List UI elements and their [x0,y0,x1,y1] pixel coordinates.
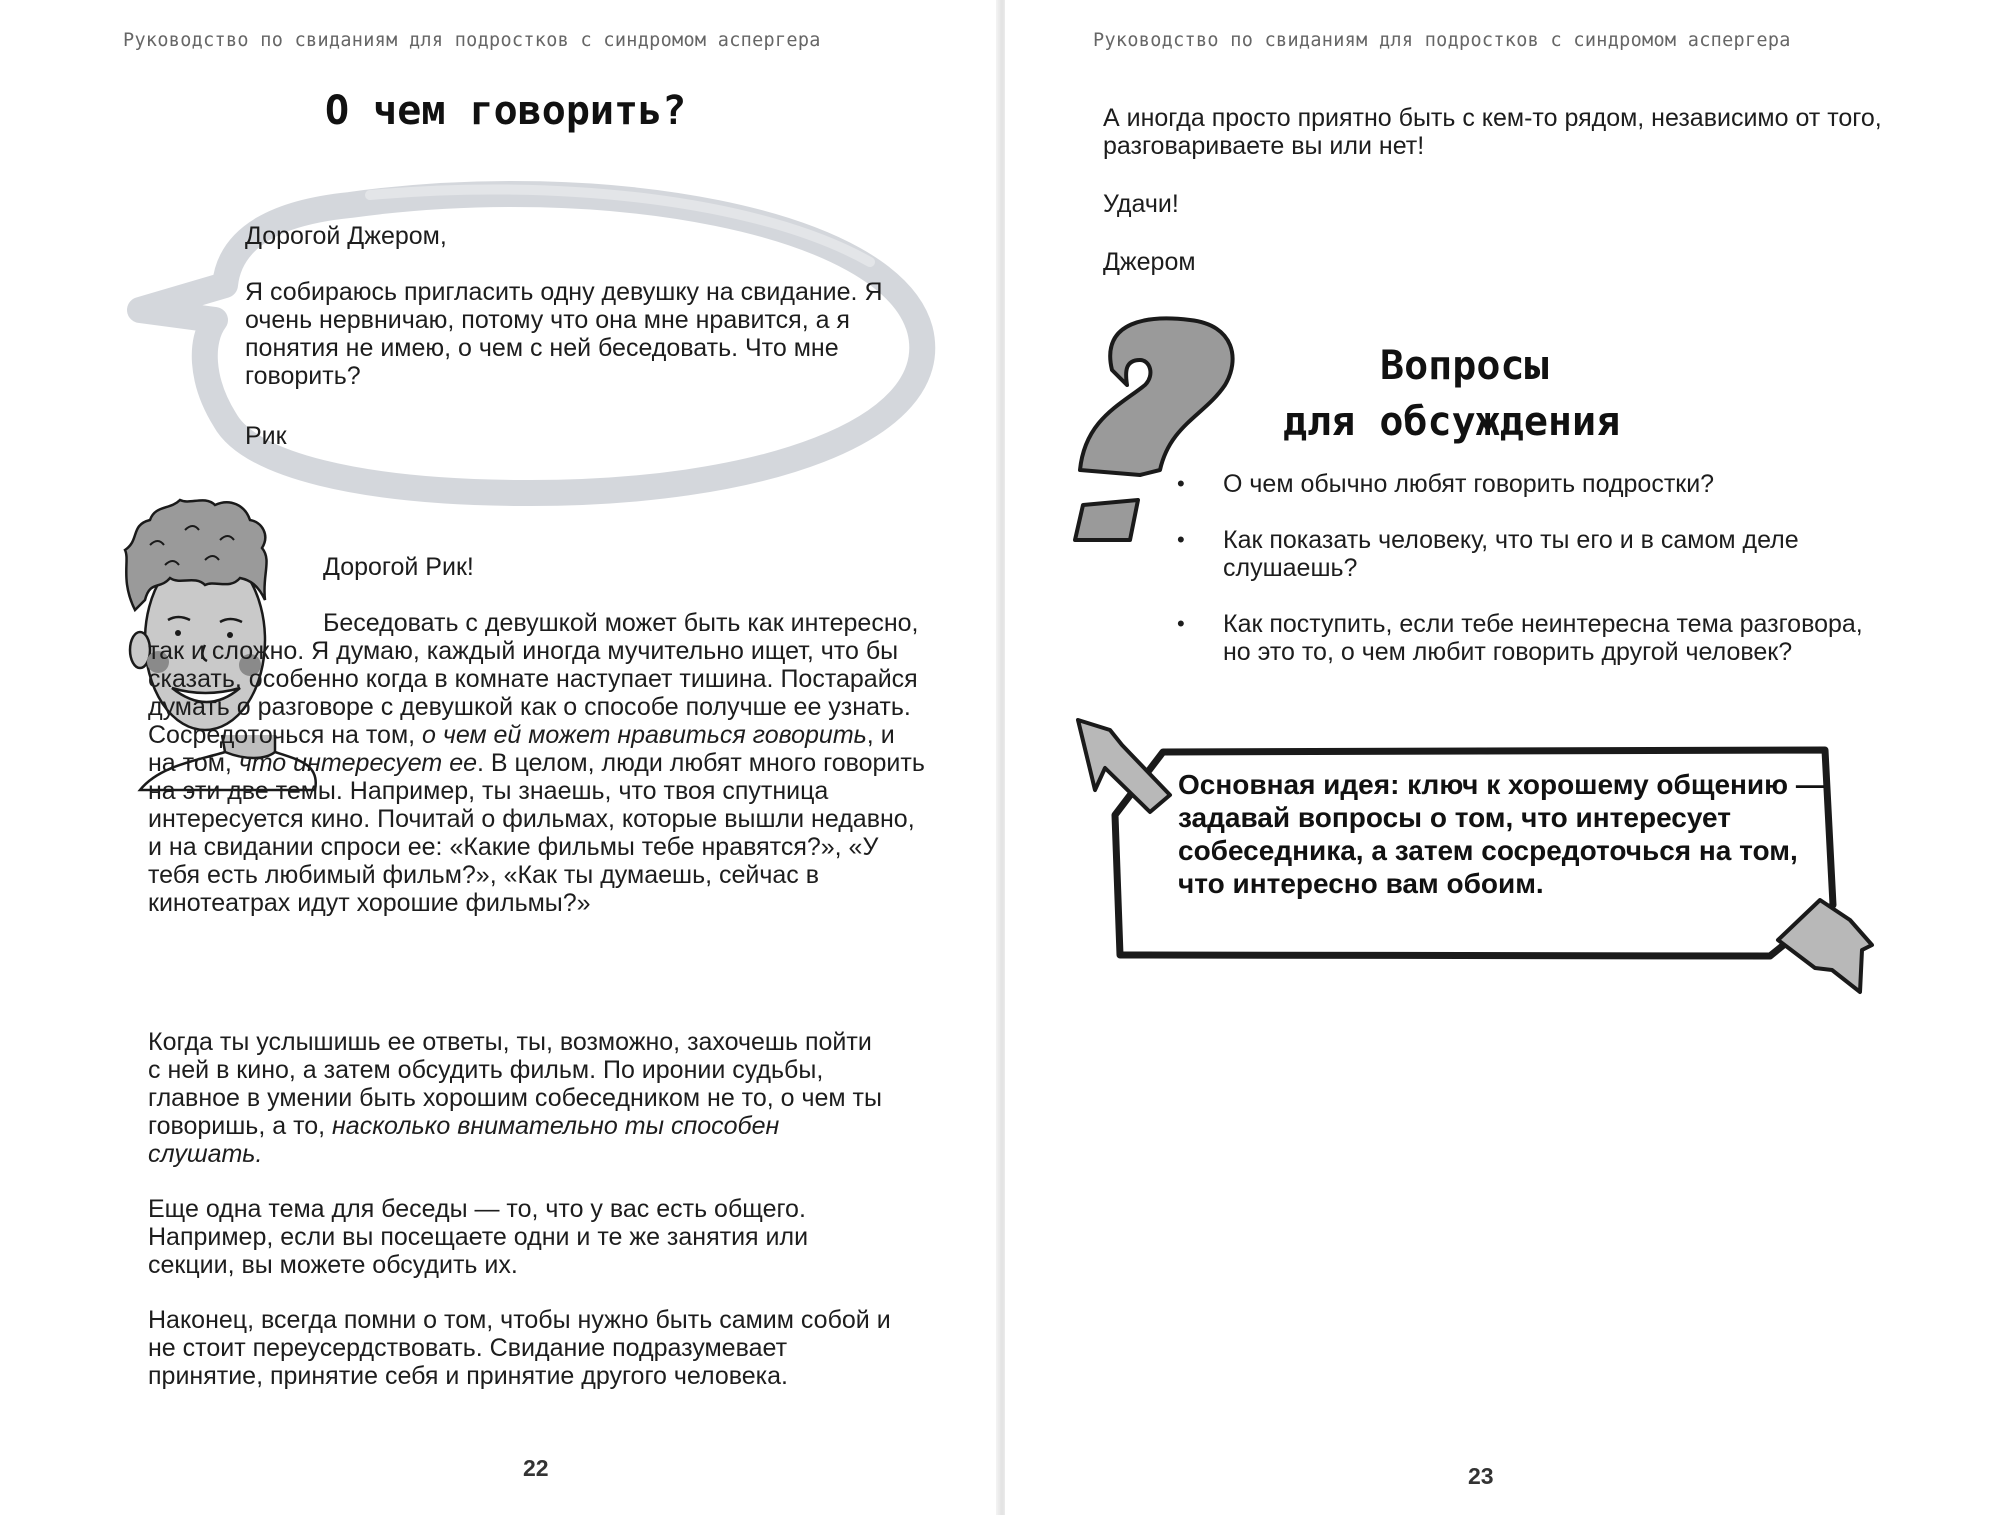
reply-signature: Джером [1103,248,1196,276]
reply-paragraph-3: Еще одна тема для беседы — то, что у вас есть общего. Например, если вы посещаете одни и те же занятия или секции, вы можете обсудить их. [148,1195,809,1279]
questions-title-line-1: Вопросы [1380,343,1549,389]
closing-text: Удачи! [1103,190,1179,218]
continuation-text: А иногда просто приятно быть с кем-то рядом, независимо от того, разговариваете вы или нет! [1103,104,1882,160]
reply-salutation: Дорогой Рик! [323,553,474,581]
letter-body: Я собираюсь пригласить одну девушку на свидание. Я очень нервничаю, потому что она мне нравится, а я понятия не имею, о чем с ней беседовать. Что мне говорить? [245,278,883,390]
letter-salutation: Дорогой Джером, [245,222,447,250]
key-idea-text: Основная идея: ключ к хорошему общению — задавай вопросы о том, что интересует собеседника, а затем сосредоточься на том, что интересно вам обоим. [1178,769,1824,899]
page-number-left: 22 [523,1455,549,1481]
reply-paragraph-2: Когда ты услышишь ее ответы, ты, возможно, захочешь пойти с ней в кино, а затем обсудить фильм. По иронии судьбы, главное в умении быть хорошим собеседником не то, о чем ты говоришь, а то, насколько внимательно ты способен слушать. [148,1028,882,1168]
running-head-left: Руководство по свиданиям для подростков с синдромом аспергера [123,30,821,51]
running-head-right: Руководство по свиданиям для подростков с синдромом аспергера [1093,30,1791,51]
bullet-icon: • [1177,471,1185,496]
list-item: • Как показать человеку, что ты его и в самом деле слушаешь? [1177,526,1799,582]
page-title: О чем говорить? [325,88,687,134]
bullet-icon: • [1177,611,1185,636]
list-item: • О чем обычно любят говорить подростки? [1177,470,1715,498]
reply-paragraph-1: Беседовать с девушкой может быть как интересно, так и сложно. Я думаю, каждый иногда мучительно ищет, что бы сказать, особенно когда в комнате наступает тишина. Постарайся думать о разговоре с девушкой как о способе получше ее узнать. Сосредоточься на том, о чем ей может нравиться говорить, и на том, что интересует ее. В целом, люди любят много говорить на эти две темы. Например, ты знаешь, что твоя спутница интересуется кино. Почитай о фильмах, которые вышли недавно, и на свидании спроси ее: «Какие фильмы тебе нравятся?», «У тебя есть любимый фильм?», «Как ты думаешь, сейчас в кинотеатрах идут хорошие фильмы?» [148,609,925,917]
bullet-icon: • [1177,527,1185,552]
reply-paragraph-4: Наконец, всегда помни о том, чтобы нужно быть самим собой и не стоит переусердствовать. Свидание подразумевает принятие, принятие себя и принятие другого человека. [148,1306,891,1390]
page-number-right: 23 [1468,1463,1494,1489]
questions-title-line-2: для обсуждения [1283,399,1621,445]
list-item: • Как поступить, если тебе неинтересна тема разговора, но это то, о чем любит говорить другой человек? [1177,610,1863,666]
letter-signature: Рик [245,422,287,450]
